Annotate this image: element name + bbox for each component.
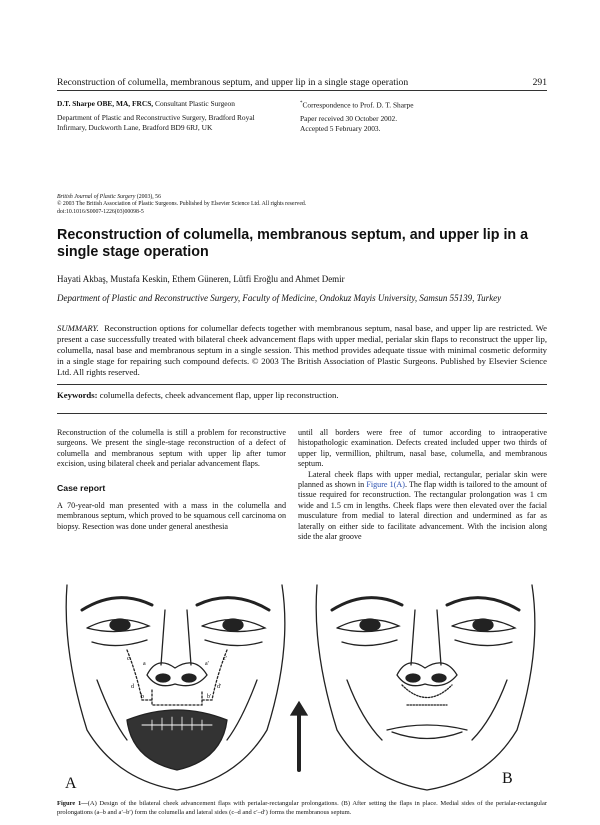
figure-1-illustration [57,580,547,795]
flap-label-a-prime: a' [205,661,209,667]
journal-info [57,194,457,216]
summary-text: Reconstruction options for columellar defects together with membranous septum, nasal base, and upper lip are restricted. We present a case successfully treated with bilateral cheek advancement flaps with upper medial, perialar skin flaps to reconstruct the upper lip, columella, nasal base and membranous septum in a single session. This method provides adequate tissue with minimal cosmetic deformity in a single stage for repairing such compound defects. © 2003 The British Association of Plastic Surgeons. Published by Elsevier Science Ltd. All rights reserved. [57,323,548,378]
summary-label: SUMMARY. [57,323,99,333]
case-report-heading: Case report [57,482,106,493]
flap-label-b: b [141,694,144,700]
correspondence-mark: * [300,101,303,106]
body-right-column [298,428,547,542]
keywords-rule [57,413,547,414]
figure-1a-link[interactable]: Figure 1(A) [366,480,405,490]
body-left-column [57,428,286,532]
journal-name: British Journal of Plastic Surgery [57,194,136,200]
article-affiliation: Department of Plastic and Reconstructive Surgery, Faculty of Medicine, Ondokuz Mayis University, Samsun 55139, Turkey [57,293,502,303]
flap-label-a: a [143,661,146,667]
author-name: D.T. Sharpe OBE, MA, FRCS, [57,99,154,108]
case-paragraph: A 70-year-old man presented with a mass in the columella and membranous septum, which proved to be squamous cell carcinoma on biopsy. Resection was done under general anesthesia [57,501,286,531]
article-authors: Hayati Akbaş, Mustafa Keskin, Ethem Güneren, Lütfi Eroğlu and Ahmet Demir [57,274,345,284]
flap-label-c: c [127,656,130,662]
journal-copyright: © 2003 The British Association of Plastic Surgeons. Published by Elsevier Science Ltd. All rights reserved. [57,201,307,208]
right-p2-text-b: . The flap width is tailored to the amount of tissue required for reconstruction. The rectangular prolongation was 1 cm wide and 1.5 cm in lengths. Cheek flaps were then elevated over the facial musculature from medial to lateral direction and undermined as far as laterally on either side to facilitate advancement. With the incision along side the alar groove [298,480,548,542]
intro-paragraph: Reconstruction of the columella is still a problem for reconstructive surgeons. We present the single-stage reconstruction of a defect of columella and membranous septum with upper lip after tumor excision, using bilateral cheek and perialar advancement flaps. [57,428,286,469]
journal-year-vol: (2003), 56 [136,194,161,200]
running-header [57,77,547,88]
flap-label-b-prime: b' [207,694,212,700]
summary [57,323,547,378]
flap-label-d: d [131,684,134,690]
figure-caption [57,799,547,817]
face-a-drawing [66,585,285,790]
correspondence-text: Correspondence to Prof. D. T. Sharpe [302,100,414,110]
flap-label-c-prime: c' [223,656,227,662]
author-affiliation: Department of Plastic and Reconstructive Surgery, Bradford Royal Infirmary, Duckworth Lane, Bradford BD9 6RJ, UK [57,113,255,132]
accepted-date: Accepted 5 February 2003. [300,124,381,134]
header-rule [57,90,547,91]
right-paragraph-2 [298,470,547,543]
author-block [57,99,279,133]
article-title: Reconstruction of columella, membranous septum, and upper lip in a single stage operation [57,227,529,260]
right-p2-text-a: Lateral cheek flaps with upper medial, rectangular, perialar skin were planned as shown in [298,469,547,490]
received-date: Paper received 30 October 2002. [300,114,398,124]
summary-rule [57,384,547,385]
page-number: 291 [532,77,547,88]
panel-label-a: A [65,775,77,792]
panel-label-b: B [502,770,513,787]
keywords [57,390,547,400]
flap-label-d-prime: d' [217,684,222,690]
author-role: Consultant Plastic Surgeon [155,99,235,108]
running-title: Reconstruction of columella, membranous septum, and upper lip in a single stage operation [57,77,409,88]
figure-caption-label: Figure 1— [57,800,88,807]
right-paragraph-1: until all borders were free of tumor according to intraoperative histopathologic examination. Defects created included upper two thirds of upper lip, vermillion, philtrum, nasal base, columella, and membranous septum. [298,428,547,469]
keywords-label: Keywords: [57,390,98,400]
figure-caption-text: (A) Design of the bilateral cheek advancement flaps with perialar-rectangular prolongations. (B) After setting the flaps in place. Medial sides of the perialar-rectangular prolongations (a–b and a′–b′) form the columella and lateral sides (c–d and c′–d′) forms the membranous septum. [57,800,548,816]
figure-1 [57,580,547,795]
face-b-drawing [316,585,535,790]
keywords-text: columella defects, cheek advancement flap, upper lip reconstruction. [99,390,339,400]
arrow-icon [291,702,307,770]
correspondence-block [300,99,550,134]
journal-doi: doi:10.1016/S0007-1226(03)00098-5 [57,208,144,215]
